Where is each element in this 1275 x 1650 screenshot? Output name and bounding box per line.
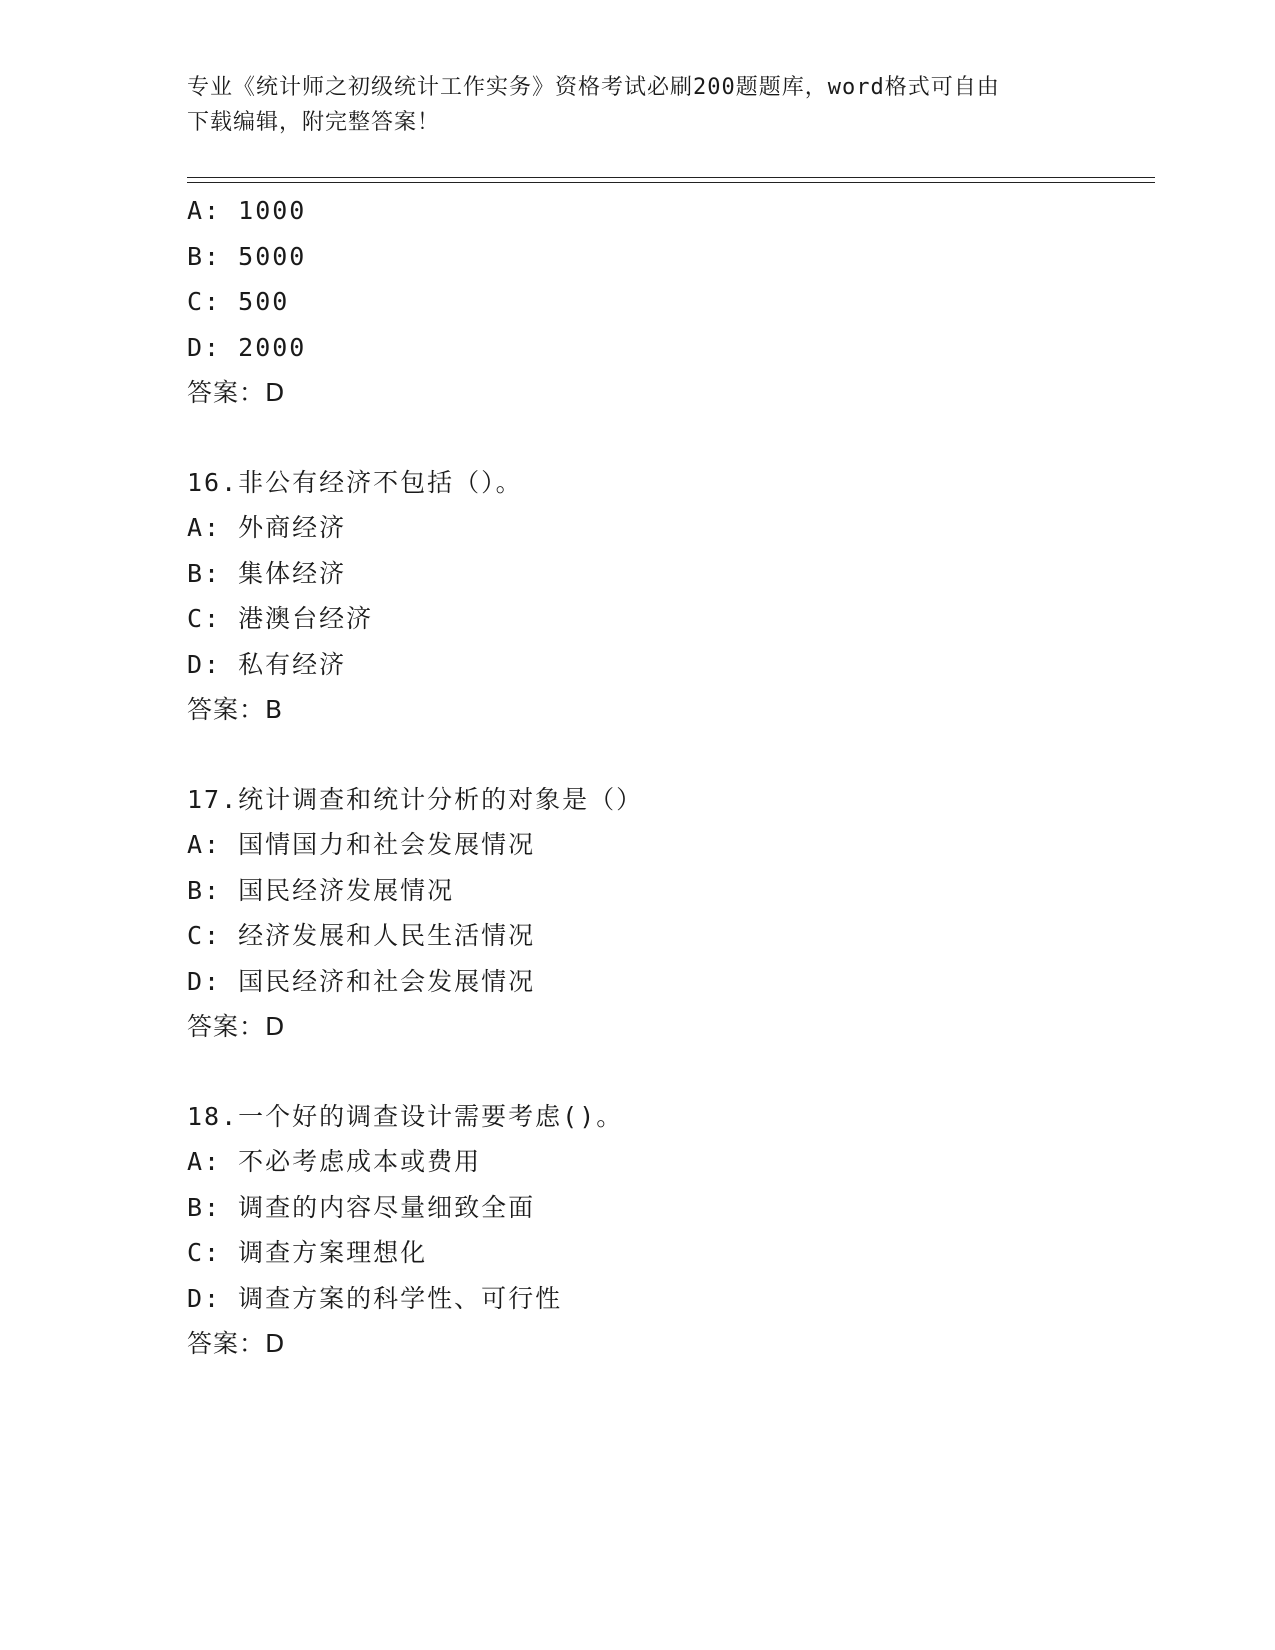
option-c: C: 经济发展和人民生活情况 xyxy=(187,921,536,950)
option-d: D: 国民经济和社会发展情况 xyxy=(187,966,536,996)
option-a: A: 外商经济 xyxy=(187,513,347,542)
option-a: A: 1000 xyxy=(187,196,307,225)
header-divider-top xyxy=(187,177,1155,178)
option-b: B: 集体经济 xyxy=(187,558,347,588)
answer-line: 答案：D xyxy=(187,1329,286,1358)
answer-line: 答案：D xyxy=(187,1012,286,1041)
question-block-18 xyxy=(187,1094,1155,1367)
option-d: D: 私有经济 xyxy=(187,649,347,679)
option-a: A: 国情国力和社会发展情况 xyxy=(187,830,536,859)
question-stem: 16.非公有经济不包括（）。 xyxy=(187,467,523,497)
header-line-2: 下载编辑，附完整答案！ xyxy=(187,110,441,135)
spacer xyxy=(187,1050,1155,1094)
answer-line: 答案：D xyxy=(187,378,286,407)
question-stem: 17.统计调查和统计分析的对象是（） xyxy=(187,784,644,814)
header-line-1: 专业《统计师之初级统计工作实务》资格考试必刷200题题库，word格式可自由 xyxy=(187,75,1000,100)
option-c: C: 调查方案理想化 xyxy=(187,1238,428,1267)
option-d: D: 2000 xyxy=(187,332,307,362)
option-b: B: 国民经济发展情况 xyxy=(187,875,455,905)
option-d: D: 调查方案的科学性、可行性 xyxy=(187,1283,563,1313)
header-divider-bottom xyxy=(187,182,1155,183)
question-list xyxy=(187,188,1155,1367)
option-a: A: 不必考虑成本或费用 xyxy=(187,1147,482,1176)
spacer xyxy=(187,733,1155,777)
question-stem: 18.一个好的调查设计需要考虑()。 xyxy=(187,1101,624,1131)
option-c: C: 港澳台经济 xyxy=(187,604,374,633)
spacer xyxy=(187,416,1155,460)
answer-line: 答案：B xyxy=(187,695,284,724)
option-b: B: 5000 xyxy=(187,241,307,271)
question-block-17 xyxy=(187,777,1155,1050)
question-block-16 xyxy=(187,460,1155,733)
option-c: C: 500 xyxy=(187,287,290,316)
option-b: B: 调查的内容尽量细致全面 xyxy=(187,1192,536,1222)
question-block-15 xyxy=(187,188,1155,416)
document-header xyxy=(187,70,1087,140)
